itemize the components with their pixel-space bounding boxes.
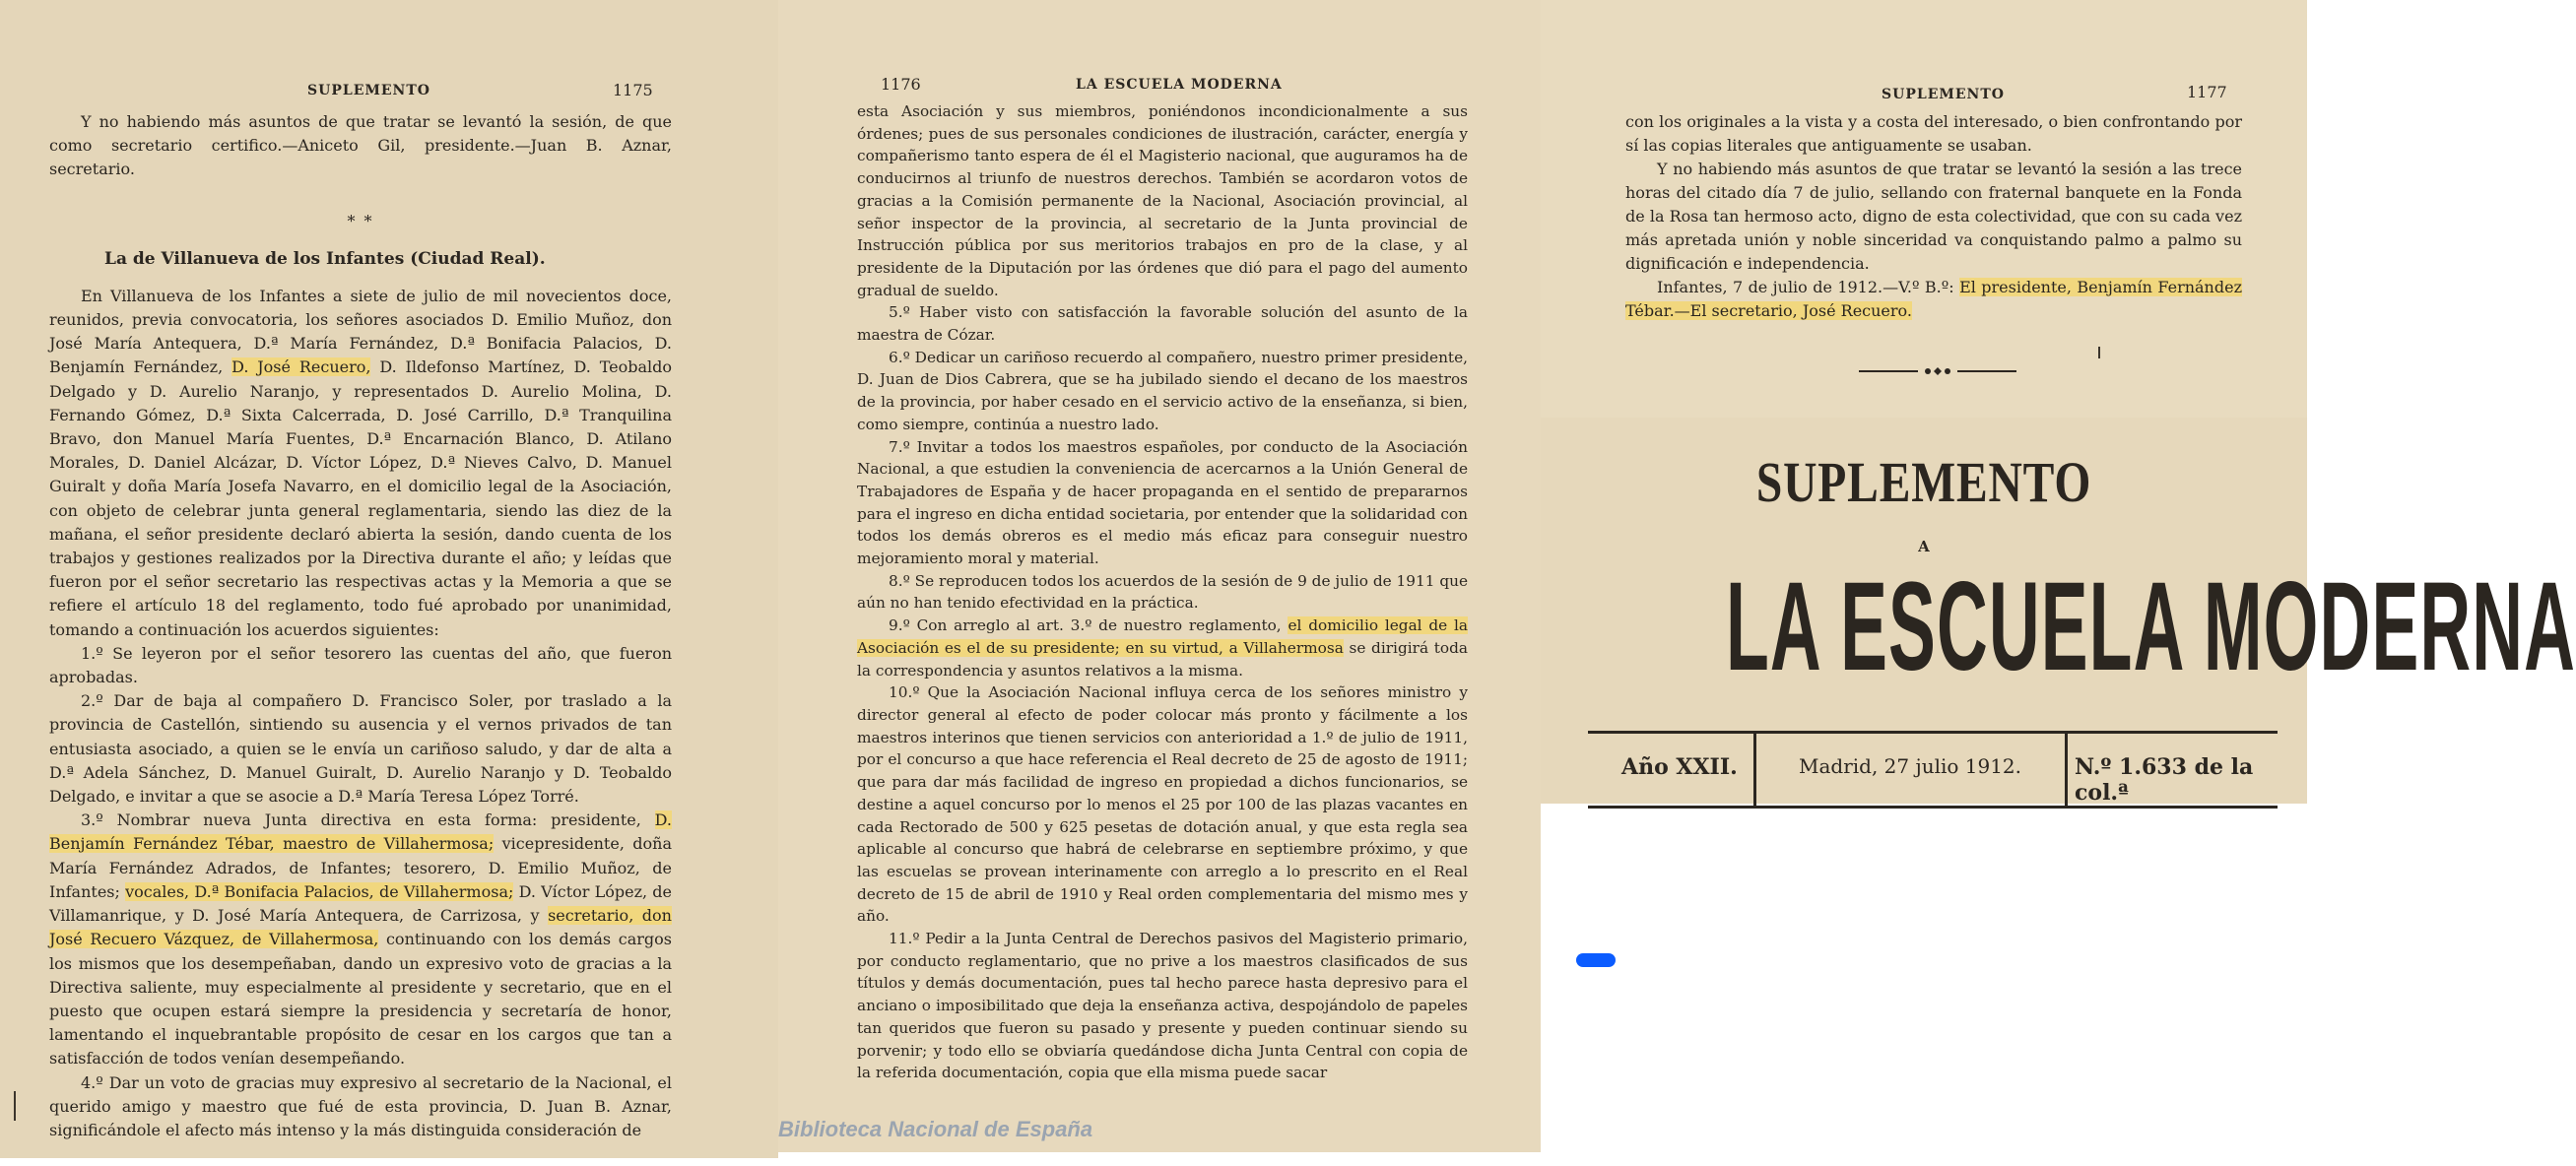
page-number: 1176 [881,75,921,94]
page-2-body [857,100,1468,1084]
closing-paragraph: Y no habiendo más asuntos de que tratar se levantó la sesión, de que como secretario certifico.—Aniceto Gil, presidente.—Juan B. Aznar, secretario. [49,112,672,179]
agreement-item: 2.º Dar de baja al compañero D. Francisco Soler, por traslado a la provincia de Castellón, sintiendo su ausencia y el vernos privados de tan entusiasta asociado, a quien se le envía un cariñoso saludo, y dar de alta a D.ª Adela Sánchez, D. Manuel Guiralt, D. Aurelio Naranjo y D. Teobaldo Delgado, e invitar a que se asocie a D.ª María Teresa López Torré. [49,691,672,807]
agreement-item: 7.º Invitar a todos los maestros españoles, por conducto de la Asociación Nacional, a que estudien la conveniencia de acercarnos a la Unión General de Trabajadores de España y de hacer propaganda en el sentido de prepararnos para el ingreso en dicha entidad societaria, por entender que la solidaridad con todos los demás obreros es el medio más eficaz para conseguir nuestro mejoramiento moral y material. [857,437,1468,568]
minutes-paragraph: En Villanueva de los Infantes a siete de julio de mil novecientos doce, reunidos, previa convocatoria, los señores asociados D. Emilio Muñoz, don José María Antequera, D.ª María Fernández, D.ª Bonifacia Palacios, D. Benjamín Fernández, D. José Recuero, D. Ildefonso Martínez, D. Teobaldo Delgado y D. Aurelio Naranjo, y representados D. Aurelio Molina, D. Fernando Gómez, D.ª Sixta Calcerrada, D. José Carrillo, D.ª Tranquilina Bravo, don Manuel María Fuentes, D.ª Encarnación Blanco, D. Atilano Morales, D. Daniel Alcázar, D. Víctor López, D.ª Nieves Calvo, D. Manuel Guiralt y doña María Josefa Navarro, en el domicilio legal de la Asociación, con objeto de celebrar junta general reglamentaria, siendo las diez de la mañana, el señor presidente declaró abierta la sesión, dando cuenta de los trabajos y gestiones realizados por la Directiva durante el año; y leídas que fueron por el señor secretario las respectivas actas y la Memoria a que se refiere el artículo 18 del reglamento, todo fué aprobado por unanimidad, tomando a continuación los acuerdos siguientes: [49,286,672,639]
agreement-item: 1.º Se leyeron por el señor tesorero las cuentas del año, que fueron aprobadas. [49,643,672,687]
masthead [1541,418,2576,806]
agreement-item: 8.º Se reproducen todos los acuerdos de la sesión de 9 de julio de 1911 que aún no han tenido efectividad en la práctica. [857,571,1469,613]
preposition: A [1918,538,1930,555]
running-head: SUPLEMENTO [307,83,430,98]
agreement-item: 10.º Que la Asociación Nacional influya cerca de los señores ministro y director general al efecto de poder colocar más pronto y fácilmente a los maestros interinos que tienen servicios con anterioridad a 1.º de julio de 1911, por el concurso a que hace referencia el Real decreto de 25 de agosto de 1911; que para dar más facilidad de ingreso en propiedad a dichos funcionarios, se destine a aquel concurso por lo menos el 25 por 100 de las plazas vacantes en cada Rectorado de 500 y 625 pesetas de dotación anual, y que esta regla sea aplicable al concurso que habrá de celebrarse en septiembre próximo, y que las escuelas se provean interinamente con arreglo a lo prescrito en el Real decreto de 15 de abril de 1910 y Real orden complementaria del mismo mes y año. [857,683,1468,926]
agreement-item: 4.º Dar un voto de gracias muy expresivo al secretario de la Nacional, el querido amigo y maestro que fué de esta provincia, D. Juan B. Aznar, significándole el afecto más intenso y la más distinguida consideración de [49,1072,672,1139]
paragraph: con los originales a la vista y a costa del interesado, o bien confrontando por sí las copias literales que antiguamente se usaban. [1625,112,2242,155]
running-head: LA ESCUELA MODERNA [1076,77,1283,93]
highlight: D. Benjamín Fernández Tébar, maestro de Villahermosa; [49,810,673,854]
page-1177 [1541,0,2307,418]
highlight: secretario, don José Recuero Vázquez, de Villahermosa, [49,906,672,949]
place-date: Madrid, 27 julio 1912. [1799,754,2022,778]
section-separator: * * [347,211,374,230]
section-heading: La de Villanueva de los Infantes (Ciudad Real). [104,248,546,269]
newspaper-title: LA ESCUELA MODERNA [1725,556,2576,697]
highlight: el domicilio legal de la Asociación es el de su presidente; en su virtud, a Villahermosa [857,616,1469,657]
blue-marker [1576,953,1616,967]
supplement-title: SUPLEMENTO [1755,450,2092,514]
divider [2065,733,2068,806]
divider [1588,731,2278,734]
divider [1753,733,1756,806]
issue-number: N.º 1.633 de la col.ª [2075,754,2254,806]
page-1176 [778,0,1541,1152]
paragraph: Y no habiendo más asuntos de que tratar se levantó la sesión a las trece horas del citado día 7 de julio, sellando con fraternal banquete en la Fonda de la Rosa tan hermoso acto, digno de esta colectividad, que con su cada vez más apretada unión y noble sinceridad va conquistando palmo a palmo su dignificación e independencia. [1625,160,2242,273]
agreement-item: 6.º Dedicar un cariñoso recuerdo al compañero, nuestro primer presidente, D. Juan de Dios Cabrera, que se ha jubilado siendo el decano de los maestros de la provincia, por haber cesado en el servicio activo de la enseñanza, si bien, como siempre, continúa a nuestro lado. [857,348,1468,433]
highlight: D. José Recuero, [231,357,371,377]
year-label: Año XXII. [1621,754,1738,780]
page-number: 1175 [613,81,653,99]
signature-line: Infantes, 7 de julio de 1912.—V.º B.º: El presidente, Benjamín Fernández Tébar.—El secretario, José Recuero. [1625,278,2243,320]
divider [1588,806,2278,809]
page-1175 [0,0,778,1158]
agreement-item: 9.º Con arreglo al art. 3.º de nuestro reglamento, el domicilio legal de la Asociación es el de su presidente; en su virtud, a Villahermosa se dirigirá toda la correspondencia y asuntos relativos a la misma. [857,616,1469,680]
agreement-item: 3.º Nombrar nueva Junta directiva en esta forma: presidente, D. Benjamín Fernández Tébar, maestro de Villahermosa; vicepresidente, doña María Fernández Adrados, de Infantes; tesorero, D. Emilio Muñoz, de Infantes; vocales, D.ª Bonifacia Palacios, de Villahermosa; D. Víctor López, de Villamanrique, y D. José María Antequera, de Carrizosa, y secretario, don José Recuero Vázquez, de Villahermosa, continuando con los demás cargos los mismos que los desempeñaban, dando un expresivo voto de gracias a la Directiva saliente, muy especialmente al presidente y secretario, que en el puesto que ocupen estará siempre la presidencia y secretaría de honor, lamentando el inquebrantable propósito de cesar en los cargos que tan a satisfacción de todos venían desempeñando. [49,810,673,1069]
highlight: vocales, D.ª Bonifacia Palacios, de Villahermosa; [125,881,514,901]
margin-mark [2098,347,2100,358]
page-number: 1177 [2187,83,2227,101]
margin-mark [14,1091,16,1121]
paragraph: esta Asociación y sus miembros, poniéndonos incondicionalmente a sus órdenes; pues de sus personales condiciones de ilustración, carácter, energía y compañerismo tanto espera de él el Magisterio nacional, que auguramos ha de conducirnos al triunfo de nuestros derechos. También se acordaron votos de gracias a la Comisión permanente de la Nacional, Asociación provincial, al señor inspector de la provincia, al secretario de la Junta provincial de Instrucción pública por sus meritorios trabajos en pro de la clase, y al presidente de la Diputación por las órdenes que dió para el pago del aumento gradual de sueldo. [857,102,1468,299]
agreement-item: 11.º Pedir a la Junta Central de Derechos pasivos del Magisterio primario, por conducto reglamentario, que no prive a los maestros clasificados de sus títulos y demás documentación, pues tal hecho parece hasta depresivo para el anciano o imposibilitado que deja la enseñanza activa, despojándolo de papeles tan queridos que fueron su pasado y presente y pueden continuar siendo su porvenir; y todo ello se obviaría quedándose dicha Junta Central con copia de la referida documentación, copia que ella misma puede sacar [857,930,1468,1082]
agreement-item: 5.º Haber visto con satisfacción la favorable solución del asunto de la maestra de Cózar. [857,303,1468,345]
running-head: SUPLEMENTO [1882,87,2005,102]
section-ornament [1859,366,2016,376]
library-watermark: Biblioteca Nacional de España [778,1117,1093,1141]
page-3-body [1625,110,2242,323]
highlight: El presidente, Benjamín Fernández Tébar.—El secretario, José Recuero. [1625,278,2243,320]
page-1-body [49,110,672,1142]
